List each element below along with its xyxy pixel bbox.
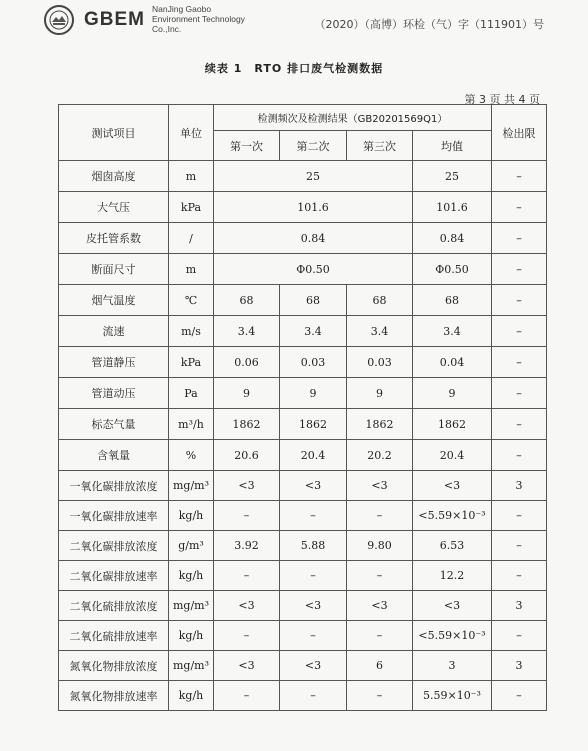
- row-item-label: 氮氧化物排放浓度: [59, 651, 169, 681]
- page-title: 续表 1 RTO 排口废气检测数据: [204, 62, 384, 75]
- company-logo: [44, 5, 74, 35]
- row-detection-limit: –: [492, 192, 547, 223]
- row-run-2: <3: [280, 471, 347, 501]
- row-run-3: –: [347, 681, 413, 711]
- company-name: NanJing Gaobo Environment Technology Co.,Inc.: [152, 4, 245, 34]
- row-item-label: 含氧量: [59, 440, 169, 471]
- row-run-1: <3: [214, 651, 280, 681]
- row-unit: mg/m³: [169, 651, 214, 681]
- row-item-label: 标态气量: [59, 409, 169, 440]
- row-run-3: 0.03: [347, 347, 413, 378]
- row-item-label: 二氧化硫排放浓度: [59, 591, 169, 621]
- row-unit: m: [169, 254, 214, 285]
- row-unit: m: [169, 161, 214, 192]
- row-detection-limit: –: [492, 378, 547, 409]
- row-value-merged: Φ0.50: [214, 254, 413, 285]
- logo-emblem-icon: [48, 9, 70, 31]
- row-run-2: <3: [280, 651, 347, 681]
- row-average: 9: [413, 378, 492, 409]
- row-run-2: 0.03: [280, 347, 347, 378]
- row-run-1: 20.6: [214, 440, 280, 471]
- row-run-2: 68: [280, 285, 347, 316]
- row-run-1: –: [214, 621, 280, 651]
- row-average: 68: [413, 285, 492, 316]
- row-item-label: 管道静压: [59, 347, 169, 378]
- header-run-2: 第二次: [280, 131, 347, 161]
- row-unit: g/m³: [169, 531, 214, 561]
- table-row: [59, 409, 547, 440]
- row-detection-limit: –: [492, 161, 547, 192]
- table-row: [59, 223, 547, 254]
- row-item-label: 流速: [59, 316, 169, 347]
- row-run-1: 0.06: [214, 347, 280, 378]
- header-average: 均值: [413, 131, 492, 161]
- header-unit: 单位: [169, 105, 214, 161]
- row-run-3: <3: [347, 591, 413, 621]
- row-value-merged: 101.6: [214, 192, 413, 223]
- row-detection-limit: –: [492, 254, 547, 285]
- row-run-1: –: [214, 561, 280, 591]
- page-number: 第 3 页 共 4 页: [464, 93, 540, 106]
- row-run-2: –: [280, 681, 347, 711]
- row-unit: kg/h: [169, 561, 214, 591]
- row-run-3: 68: [347, 285, 413, 316]
- row-detection-limit: –: [492, 681, 547, 711]
- row-value-merged: 25: [214, 161, 413, 192]
- row-average: 25: [413, 161, 492, 192]
- row-average: 6.53: [413, 531, 492, 561]
- row-item-label: 二氧化碳排放速率: [59, 561, 169, 591]
- row-average: 12.2: [413, 561, 492, 591]
- row-average: 3.4: [413, 316, 492, 347]
- row-unit: m/s: [169, 316, 214, 347]
- row-detection-limit: –: [492, 223, 547, 254]
- row-item-label: 大气压: [59, 192, 169, 223]
- row-detection-limit: –: [492, 440, 547, 471]
- row-run-1: –: [214, 501, 280, 531]
- row-item-label: 皮托管系数: [59, 223, 169, 254]
- row-detection-limit: –: [492, 561, 547, 591]
- row-average: <3: [413, 471, 492, 501]
- row-average: 1862: [413, 409, 492, 440]
- row-run-3: 3.4: [347, 316, 413, 347]
- row-detection-limit: –: [492, 621, 547, 651]
- table-row: [59, 501, 547, 531]
- table-row: [59, 651, 547, 681]
- row-unit: kg/h: [169, 501, 214, 531]
- row-run-3: 20.2: [347, 440, 413, 471]
- row-run-2: 1862: [280, 409, 347, 440]
- table-row: [59, 161, 547, 192]
- row-detection-limit: –: [492, 409, 547, 440]
- row-unit: /: [169, 223, 214, 254]
- row-item-label: 二氧化硫排放速率: [59, 621, 169, 651]
- row-run-3: <3: [347, 471, 413, 501]
- table-row: [59, 471, 547, 501]
- row-run-2: 20.4: [280, 440, 347, 471]
- row-run-1: 68: [214, 285, 280, 316]
- row-unit: mg/m³: [169, 591, 214, 621]
- row-detection-limit: 3: [492, 471, 547, 501]
- table-row: [59, 347, 547, 378]
- table-row: [59, 531, 547, 561]
- table-row: [59, 681, 547, 711]
- row-value-merged: 0.84: [214, 223, 413, 254]
- table-row: [59, 561, 547, 591]
- row-run-1: 1862: [214, 409, 280, 440]
- document-number: （2020）（高博）环检（气）字（111901）号: [314, 18, 544, 31]
- table-row: [59, 621, 547, 651]
- row-unit: %: [169, 440, 214, 471]
- row-average: 5.59×10⁻³: [413, 681, 492, 711]
- row-item-label: 烟囱高度: [59, 161, 169, 192]
- row-run-1: 9: [214, 378, 280, 409]
- row-run-2: 9: [280, 378, 347, 409]
- row-run-1: 3.4: [214, 316, 280, 347]
- header-detection-limit: 检出限: [492, 105, 547, 161]
- row-average: <5.59×10⁻³: [413, 501, 492, 531]
- table-row: [59, 440, 547, 471]
- row-run-2: –: [280, 621, 347, 651]
- emission-data-table: [58, 104, 547, 711]
- row-detection-limit: –: [492, 285, 547, 316]
- row-run-3: 1862: [347, 409, 413, 440]
- header-test-item: 测试项目: [59, 105, 169, 161]
- row-run-2: 5.88: [280, 531, 347, 561]
- row-average: 101.6: [413, 192, 492, 223]
- row-item-label: 断面尺寸: [59, 254, 169, 285]
- header-results: 检测频次及检测结果（GB20201569Q1）: [214, 105, 492, 131]
- row-average: 0.84: [413, 223, 492, 254]
- row-average: 20.4: [413, 440, 492, 471]
- row-average: <3: [413, 591, 492, 621]
- row-item-label: 一氧化碳排放浓度: [59, 471, 169, 501]
- row-unit: kg/h: [169, 681, 214, 711]
- row-unit: kPa: [169, 347, 214, 378]
- row-unit: m³/h: [169, 409, 214, 440]
- row-run-2: –: [280, 501, 347, 531]
- row-detection-limit: 3: [492, 591, 547, 621]
- row-run-2: –: [280, 561, 347, 591]
- row-detection-limit: –: [492, 531, 547, 561]
- row-run-2: 3.4: [280, 316, 347, 347]
- row-detection-limit: –: [492, 316, 547, 347]
- row-unit: mg/m³: [169, 471, 214, 501]
- row-detection-limit: –: [492, 347, 547, 378]
- table-row: [59, 285, 547, 316]
- row-unit: kPa: [169, 192, 214, 223]
- table-row: [59, 192, 547, 223]
- row-detection-limit: –: [492, 501, 547, 531]
- row-unit: kg/h: [169, 621, 214, 651]
- table-row: [59, 254, 547, 285]
- row-item-label: 烟气温度: [59, 285, 169, 316]
- table-row: [59, 591, 547, 621]
- row-run-2: <3: [280, 591, 347, 621]
- row-run-1: <3: [214, 591, 280, 621]
- row-run-3: –: [347, 621, 413, 651]
- row-average: 0.04: [413, 347, 492, 378]
- header-run-1: 第一次: [214, 131, 280, 161]
- row-item-label: 氮氧化物排放速率: [59, 681, 169, 711]
- row-run-3: –: [347, 561, 413, 591]
- row-run-1: 3.92: [214, 531, 280, 561]
- row-item-label: 一氧化碳排放速率: [59, 501, 169, 531]
- row-run-1: –: [214, 681, 280, 711]
- row-run-1: <3: [214, 471, 280, 501]
- row-item-label: 管道动压: [59, 378, 169, 409]
- row-average: 3: [413, 651, 492, 681]
- table-row: [59, 316, 547, 347]
- row-unit: Pa: [169, 378, 214, 409]
- brand-name: GBEM: [84, 9, 145, 30]
- row-detection-limit: 3: [492, 651, 547, 681]
- row-average: <5.59×10⁻³: [413, 621, 492, 651]
- row-run-3: 9: [347, 378, 413, 409]
- row-item-label: 二氧化碳排放浓度: [59, 531, 169, 561]
- header-run-3: 第三次: [347, 131, 413, 161]
- report-header: [0, 0, 588, 44]
- row-run-3: 6: [347, 651, 413, 681]
- row-unit: ℃: [169, 285, 214, 316]
- row-run-3: –: [347, 501, 413, 531]
- row-average: Φ0.50: [413, 254, 492, 285]
- table-row: [59, 378, 547, 409]
- row-run-3: 9.80: [347, 531, 413, 561]
